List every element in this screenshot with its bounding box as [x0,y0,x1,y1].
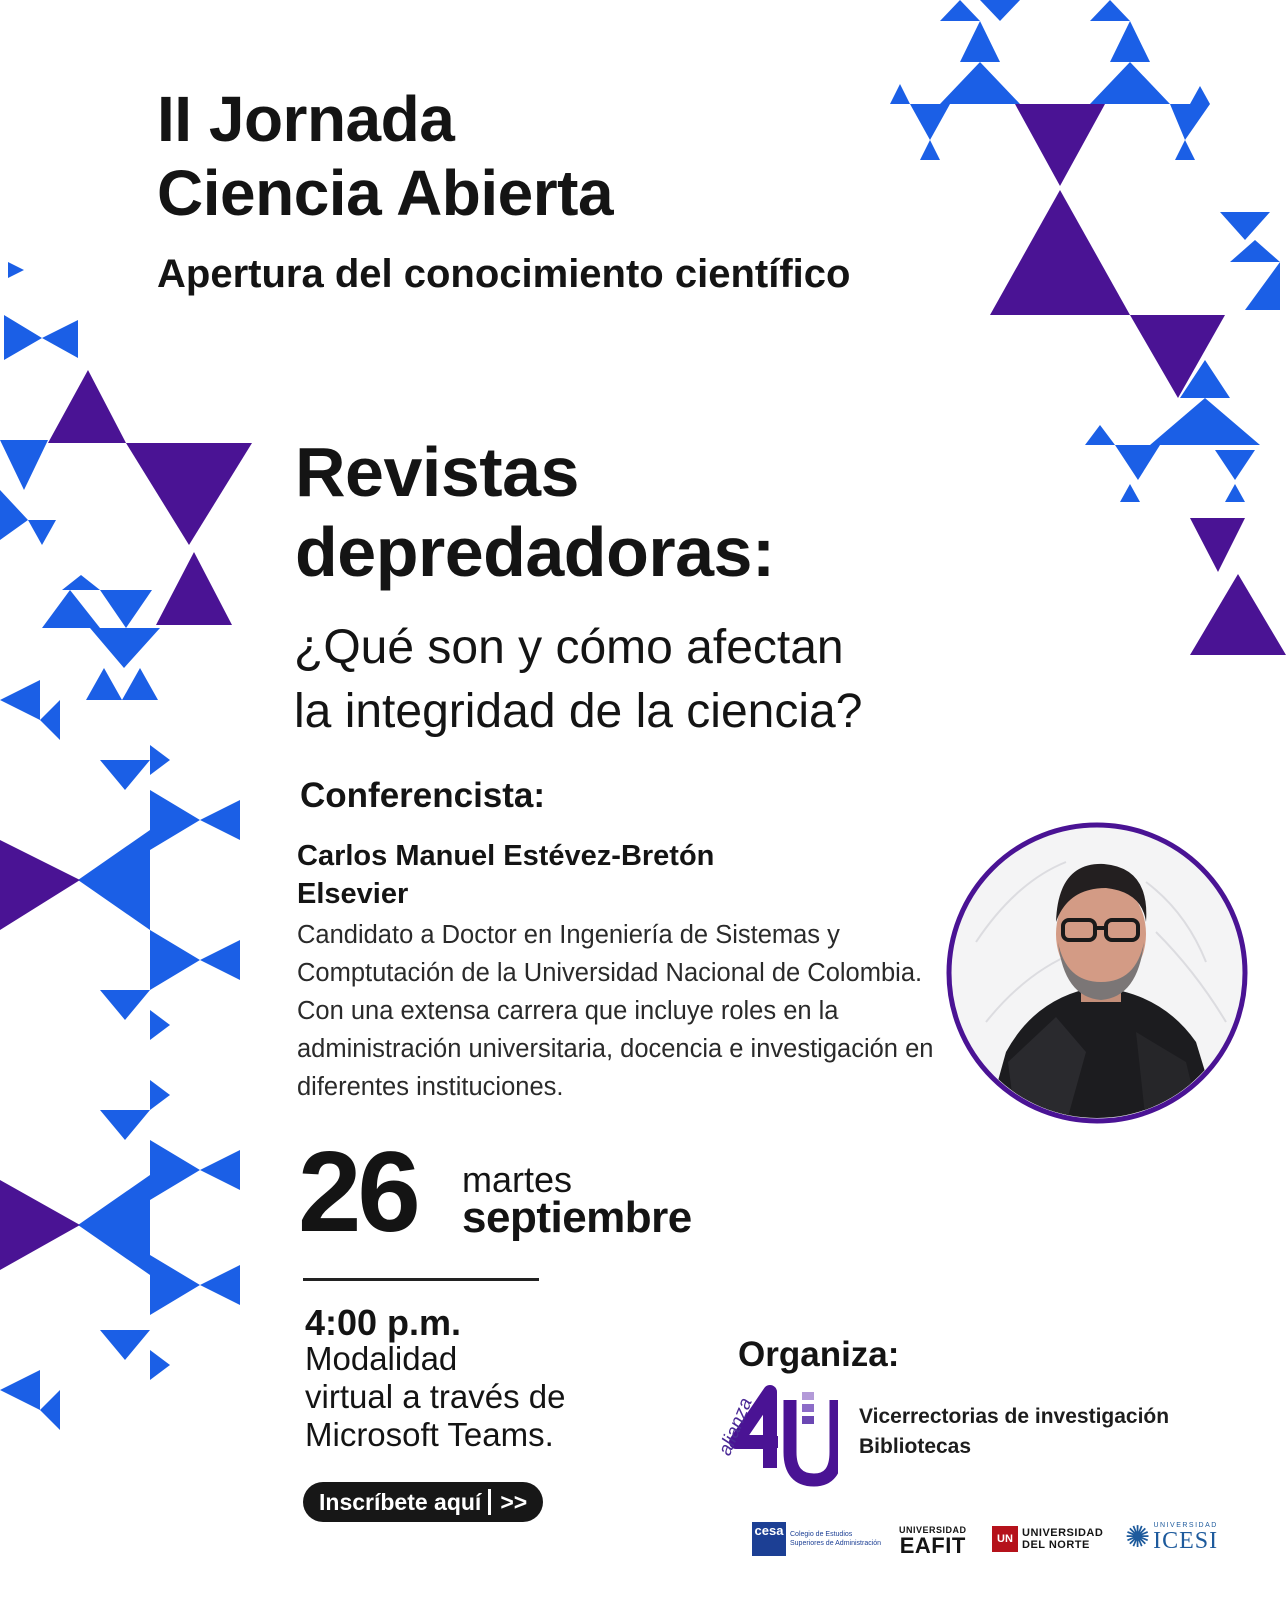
date-divider [303,1278,539,1281]
uninorte-mark: UN [992,1526,1018,1552]
cesa-mark: cesa [752,1522,786,1556]
speaker-organization: Elsevier [297,878,409,910]
modality-line2: virtual a través de [305,1378,566,1415]
cesa-logo [752,1522,885,1556]
event-day: 26 [298,1129,417,1256]
icesi-logo [1125,1522,1218,1553]
talk-question [294,616,862,744]
event-subtitle: Apertura del conocimiento científico [157,252,851,296]
uninorte-logo [992,1526,1103,1552]
button-separator [488,1489,491,1515]
icesi-top: UNIVERSIDAD [1153,1522,1218,1529]
alianza-word: alianza [714,1394,757,1459]
icesi-name: ICESI [1153,1528,1219,1554]
talk-title-line2: depredadoras: [295,513,775,591]
register-button[interactable] [303,1482,543,1522]
talk-title [295,432,775,592]
speaker-label: Conferencista: [300,776,546,815]
uninorte-line1: UNIVERSIDAD [1022,1527,1104,1539]
eafit-name: EAFIT [899,1533,966,1558]
icesi-text [1153,1522,1218,1553]
event-title-line1: II Jornada [157,83,455,155]
event-weekday: martes [462,1159,573,1200]
talk-question-line2: la integridad de la ciencia? [294,685,863,738]
event-modality [305,1340,565,1454]
talk-title-line1: Revistas [295,433,579,511]
event-title-line2: Ciencia Abierta [157,157,614,229]
eafit-top: UNIVERSIDAD [899,1525,967,1535]
talk-question-line1: ¿Qué son y cómo afectan [294,621,844,674]
modality-line3: Microsoft Teams. [305,1416,554,1453]
speaker-portrait [946,822,1248,1124]
speaker-name: Carlos Manuel Estévez-Bretón [297,840,715,872]
uninorte-text [1022,1527,1103,1551]
register-arrow-icon: >> [500,1489,528,1515]
organizer-line2: Bibliotecas [859,1435,972,1458]
modality-line1: Modalidad [305,1340,458,1377]
eafit-logo [899,1526,967,1557]
register-button-label: Inscríbete aquí [319,1489,482,1515]
uninorte-line2: DEL NORTE [1022,1539,1090,1551]
event-time: 4:00 p.m. [305,1302,462,1343]
event-month: septiembre [462,1193,692,1242]
organizer-line1: Vicerrectorias de investigación [859,1405,1170,1428]
icesi-sun-icon: ✺ [1125,1520,1151,1554]
organizer-label: Organiza: [738,1335,900,1374]
event-title [157,82,613,230]
cesa-text: Colegio de Estudios Superiores de Administración [790,1531,882,1547]
speaker-bio: Candidato a Doctor en Ingeniería de Sistemas y Comptutación de la Universidad Nacional de Colombia. Con una extensa carrera que incluye roles en la administración universitaria, docencia e investigación en diferentes instituciones. [297,921,934,1101]
